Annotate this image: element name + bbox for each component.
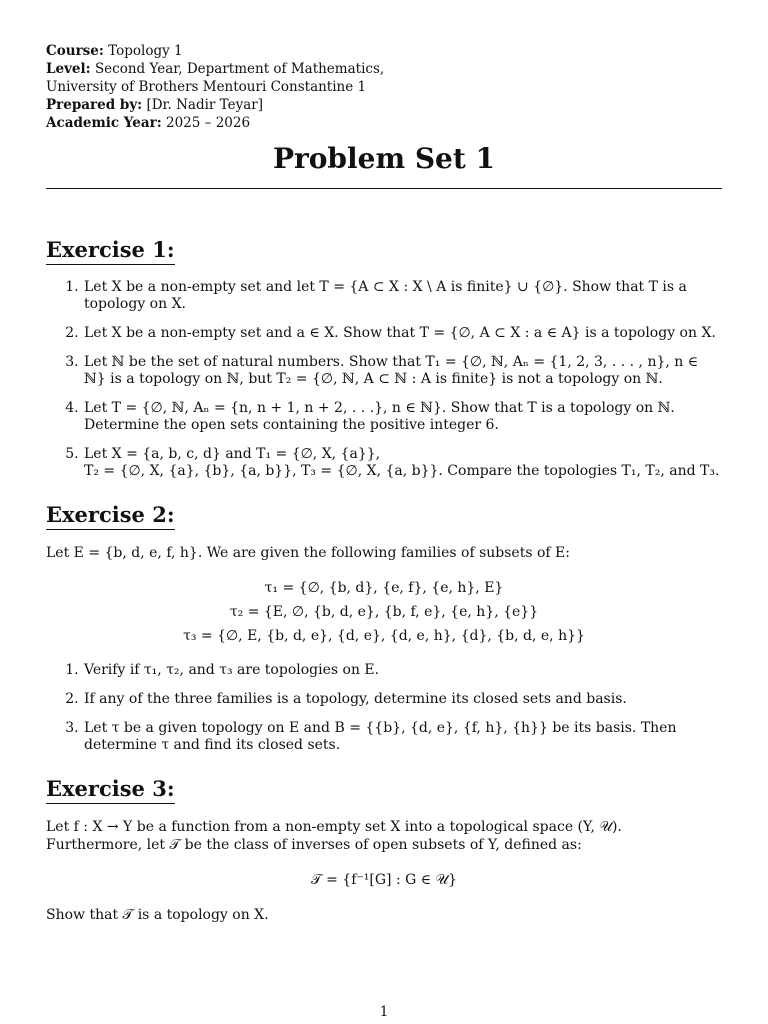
equation-tau2: τ₂ = {E, ∅, {b, d, e}, {b, f, e}, {e, h}, {e}} [229,604,539,620]
level-value: Second Year, Department of Mathematics, [94,61,385,77]
course-info [46,42,722,132]
list-item [83,446,722,480]
list-item: 4. Let T = {∅, ℕ, Aₙ = {n, n + 1, n + 2, . . .}, n ∈ ℕ}. Show that T is a topology on ℕ. Determine the open sets containing the positive integer 6. [83,400,722,434]
exercise-3-intro: Let f : X → Y be a function from a non-empty set X into a topological space (Y, 𝒰). Furthermore, let 𝒯 be the class of inverses of open subsets of Y, defined as: [46,819,622,853]
exercise-2-intro: Let E = {b, d, e, f, h}. We are given the following families of subsets of E: [46,545,570,561]
list-item: 1. Verify if τ₁, τ₂, and τ₃ are topologies on E. [83,662,722,679]
exercise-2-list [46,662,722,754]
equation-tau1: τ₁ = {∅, {b, d}, {e, f}, {e, h}, E} [264,580,504,596]
topology-equations [46,576,722,648]
exercise-3 [46,776,722,924]
equation-inverse-topology: 𝒯 = {f⁻¹[G] : G ∈ 𝒰} [310,872,458,888]
exercise-1-list [46,279,722,480]
item5-line2: T₂ = {∅, X, {a}, {b}, {a, b}}, T₃ = {∅, X, {a, b}}. Compare the topologies T₁, T₂, and T₃. [84,463,720,479]
year-value: 2025 – 2026 [166,115,251,131]
exercise-2 [46,502,722,754]
year-line: Academic Year: 2025 – 2026 [46,115,251,131]
exercise-2-heading: Exercise 2: [46,502,175,530]
exercise-3-heading: Exercise 3: [46,776,175,804]
item5-line1: Let X = {a, b, c, d} and T₁ = {∅, X, {a}}, [84,446,381,462]
page-title: Problem Set 1 [272,142,496,175]
prepared-line: Prepared by: [Dr. Nadir Teyar] [46,97,264,113]
equation-tau3: τ₃ = {∅, E, {b, d, e}, {d, e}, {d, e, h}, {d}, {b, d, e, h}} [183,628,585,644]
list-item: 2. If any of the three families is a topology, determine its closed sets and basis. [83,691,722,708]
document-page [46,42,722,924]
author-name: [Dr. Nadir Teyar] [146,97,264,113]
list-item: 3. Let τ be a given topology on E and B = {{b}, {d, e}, {f, h}, {h}} be its basis. Then determine τ and find its closed sets. [83,720,722,754]
list-item: 3. Let ℕ be the set of natural numbers. Show that T₁ = {∅, ℕ, Aₙ = {1, 2, 3, . . . , n}, n ∈ ℕ} is a topology on ℕ, but T₂ = {∅, ℕ, A ⊂ ℕ : A is finite} is not a topology on ℕ. [83,354,722,388]
level-line: Level: Second Year, Department of Mathematics, [46,61,385,77]
title-divider [46,188,722,189]
page-number: 1 [379,1004,389,1020]
exercise-1-heading: Exercise 1: [46,237,175,265]
course-line: Course: Topology 1 [46,43,183,59]
course-name: Topology 1 [108,43,183,59]
university-line: University of Brothers Mentouri Constantine 1 [46,79,367,95]
exercise-1 [46,237,722,480]
list-item: 2. Let X be a non-empty set and a ∈ X. Show that T = {∅, A ⊂ X : a ∈ A} is a topology on X. [83,325,722,342]
exercise-3-outro: Show that 𝒯 is a topology on X. [46,907,269,923]
list-item: 1. Let X be a non-empty set and let T = {A ⊂ X : X \ A is finite} ∪ {∅}. Show that T is a topology on X. [83,279,722,313]
